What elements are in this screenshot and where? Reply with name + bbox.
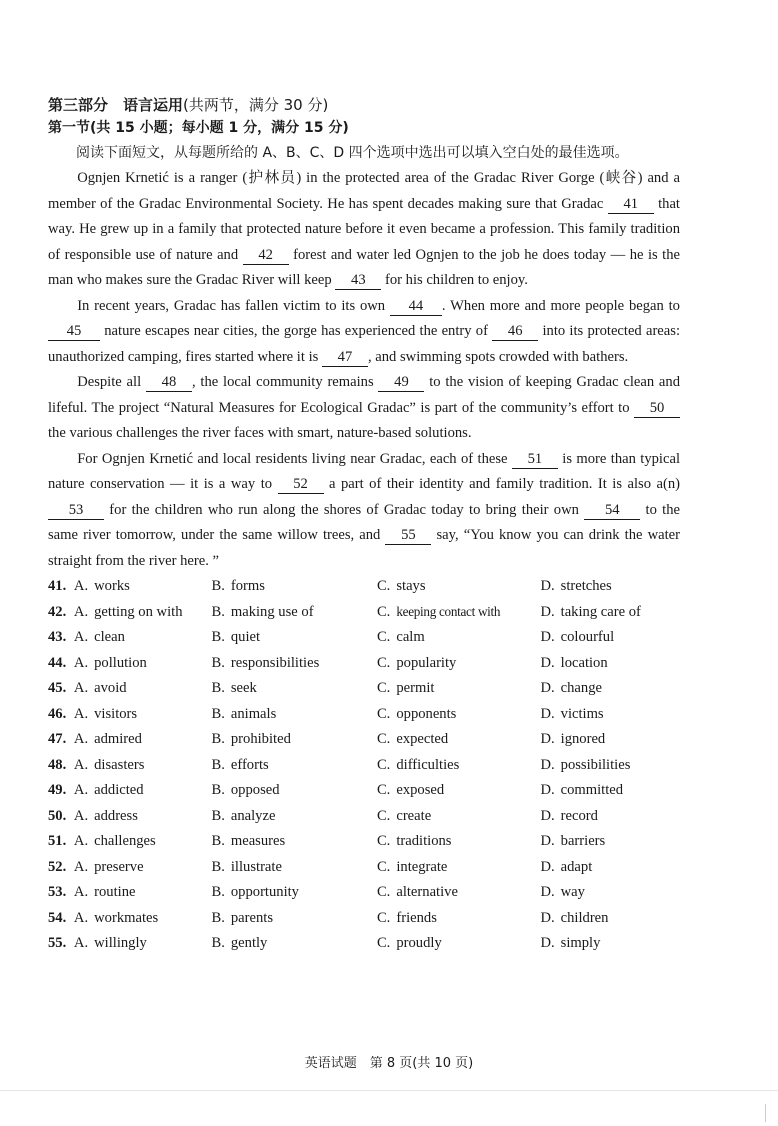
option-c [377, 578, 540, 595]
option-letter: D. [540, 629, 555, 646]
option-text: alternative [396, 884, 458, 901]
option-d [540, 578, 680, 595]
text-run: for the children who run along the shores of Gradac today to bring their own [104, 501, 585, 518]
passage-paragraph-4 [48, 447, 680, 575]
blank-47: 47 [322, 348, 368, 367]
option-letter: B. [211, 629, 225, 646]
option-text: victims [560, 705, 604, 722]
option-text: disasters [94, 756, 145, 773]
blank-52: 52 [278, 475, 324, 494]
question-row [48, 727, 680, 753]
option-letter: C. [376, 629, 391, 646]
option-letter: D. [540, 603, 555, 620]
option-c [377, 833, 540, 850]
option-text: making use of [230, 603, 314, 620]
option-letter: B. [211, 731, 225, 748]
text-run: to the vision of keeping Gradac clean and lifeful. The project “Natural Measures for Ecological Gradac” is part of the community’s effort to [48, 374, 680, 416]
option-text: adapt [560, 858, 593, 875]
option-letter: C. [376, 884, 391, 901]
option-b [211, 808, 376, 825]
option-b [211, 833, 376, 850]
option-letter: B. [211, 935, 225, 952]
option-letter: C. [376, 833, 391, 850]
option-d [540, 731, 680, 748]
option-c [377, 604, 540, 621]
option-a [74, 935, 212, 952]
option-text: children [560, 909, 609, 926]
text-run: that way. He grew up in a family that protected nature before it even became a profession. This family tradition of responsible use of nature and [48, 195, 680, 263]
question-number: 50. [48, 807, 67, 824]
option-d [540, 910, 680, 927]
option-text: record [560, 807, 598, 824]
option-text: colourful [560, 629, 615, 646]
blank-48: 48 [146, 373, 192, 392]
option-letter: C. [376, 578, 391, 595]
option-letter: D. [540, 807, 555, 824]
option-letter: B. [211, 603, 225, 620]
blank-43: 43 [335, 271, 381, 290]
option-c [377, 655, 540, 672]
question-row [48, 906, 680, 932]
option-d [540, 833, 680, 850]
text-run: , the local community remains [191, 374, 379, 390]
option-text: simply [560, 935, 601, 952]
passage-paragraph-2 [48, 294, 680, 371]
option-text: efforts [230, 756, 269, 773]
option-d [540, 859, 680, 876]
question-row [48, 753, 680, 779]
option-letter: A. [73, 858, 89, 875]
option-d [540, 706, 680, 723]
option-d [540, 680, 680, 697]
option-letter: D. [540, 756, 555, 773]
text-run: Despite all [77, 374, 146, 390]
option-text: opportunity [230, 884, 299, 901]
option-text: taking care of [560, 603, 641, 620]
question-number: 43. [48, 629, 67, 646]
question-number: 52. [48, 858, 67, 875]
option-letter: A. [73, 680, 89, 697]
option-c [377, 808, 540, 825]
option-letter: B. [211, 680, 225, 697]
option-b [211, 910, 376, 927]
option-b [211, 782, 376, 799]
part-title [48, 94, 680, 116]
option-letter: B. [211, 782, 225, 799]
text-run: In recent years, Gradac has fallen victim to its own [77, 297, 390, 314]
option-d [540, 935, 680, 952]
option-a [74, 833, 212, 850]
option-d [540, 782, 680, 799]
option-letter: C. [376, 731, 391, 748]
option-text: routine [94, 884, 136, 901]
blank-49: 49 [378, 373, 424, 392]
text-run: forest and water led Ognjen to the job he does today — he is the man who makes sure the Gradac River will keep [48, 246, 680, 288]
option-text: works [94, 578, 130, 595]
options-list [48, 574, 680, 957]
text-run: into its protected areas: unauthorized camping, fires started where it is [48, 323, 681, 365]
option-letter: A. [73, 807, 89, 824]
option-text: addicted [94, 782, 144, 799]
blank-46: 46 [492, 322, 538, 341]
option-text: quiet [230, 629, 261, 646]
option-text: gently [230, 935, 268, 952]
blank-53: 53 [48, 501, 104, 520]
option-text: measures [230, 833, 286, 850]
question-number: 49. [48, 782, 67, 799]
option-letter: A. [73, 909, 89, 926]
option-letter: D. [540, 909, 555, 926]
option-letter: C. [376, 807, 391, 824]
option-b [211, 757, 376, 774]
option-a [74, 782, 212, 799]
option-letter: D. [540, 884, 555, 901]
option-letter: B. [211, 705, 225, 722]
option-text: opposed [230, 782, 280, 799]
question-row [48, 931, 680, 957]
option-letter: B. [211, 756, 225, 773]
option-text: willingly [94, 935, 147, 952]
text-run: For Ognjen Krnetić and local residents living near Gradac, each of these [77, 450, 512, 467]
option-text: location [560, 654, 608, 671]
option-c [377, 884, 540, 901]
part-title-rest: (共两节，满分 30 分) [183, 96, 329, 114]
option-d [540, 604, 680, 621]
text-run: the various challenges the river faces with smart, nature-based solutions. [48, 425, 472, 441]
option-d [540, 655, 680, 672]
option-letter: D. [540, 935, 555, 952]
option-text: prohibited [230, 731, 291, 748]
option-letter: B. [211, 909, 225, 926]
option-letter: C. [376, 680, 391, 697]
question-number: 45. [48, 680, 67, 697]
question-number: 54. [48, 909, 67, 926]
option-text: preserve [94, 858, 144, 875]
option-text: permit [396, 680, 435, 697]
option-letter: A. [73, 782, 89, 799]
option-letter: C. [376, 782, 391, 799]
option-c [377, 935, 540, 952]
blank-41: 41 [608, 195, 654, 214]
blank-42: 42 [243, 246, 289, 265]
option-letter: C. [376, 935, 391, 952]
option-letter: B. [211, 858, 225, 875]
passage-paragraph-3 [48, 370, 680, 447]
option-a [74, 731, 212, 748]
option-c [377, 680, 540, 697]
option-text: calm [396, 629, 425, 646]
option-letter: C. [376, 654, 391, 671]
option-text: ignored [560, 731, 606, 748]
question-row [48, 676, 680, 702]
option-letter: A. [73, 705, 89, 722]
option-letter: A. [73, 756, 89, 773]
option-letter: A. [73, 833, 89, 850]
passage-paragraph-1 [48, 166, 680, 294]
option-text: seek [230, 680, 257, 697]
page-footer: 英语试题 第 8 页(共 10 页) [304, 1056, 474, 1071]
option-letter: D. [540, 731, 555, 748]
option-b [211, 731, 376, 748]
option-b [211, 884, 376, 901]
question-row [48, 600, 680, 626]
option-c [377, 757, 540, 774]
option-text: workmates [94, 909, 159, 926]
option-text: popularity [396, 654, 457, 671]
option-letter: B. [211, 578, 225, 595]
option-c [377, 731, 540, 748]
question-number: 46. [48, 705, 67, 722]
question-number: 47. [48, 731, 67, 748]
question-row [48, 829, 680, 855]
option-a [74, 757, 212, 774]
option-letter: D. [540, 833, 555, 850]
option-a [74, 706, 212, 723]
option-b [211, 655, 376, 672]
option-letter: A. [73, 884, 89, 901]
option-text: change [560, 680, 602, 697]
option-b [211, 629, 376, 646]
question-row [48, 778, 680, 804]
question-row [48, 804, 680, 830]
option-text: avoid [94, 680, 127, 697]
option-letter: B. [211, 807, 225, 824]
option-text: exposed [396, 782, 445, 799]
option-letter: A. [73, 603, 89, 620]
option-letter: D. [540, 858, 555, 875]
question-row [48, 651, 680, 677]
option-text: traditions [396, 833, 452, 850]
option-text: keeping contact with [396, 603, 501, 619]
option-letter: B. [211, 654, 225, 671]
option-b [211, 859, 376, 876]
question-number: 48. [48, 756, 67, 773]
option-text: friends [396, 909, 437, 926]
text-run: . When more and more people began to [441, 297, 680, 314]
question-row [48, 574, 680, 600]
option-letter: C. [376, 756, 391, 773]
option-text: proudly [396, 935, 442, 952]
option-letter: B. [211, 884, 225, 901]
option-text: integrate [396, 858, 448, 875]
blank-44: 44 [390, 297, 442, 316]
option-text: address [94, 807, 138, 824]
text-run: to the same river tomorrow, under the same willow trees, and [48, 501, 681, 543]
option-letter: B. [211, 833, 225, 850]
question-number: 44. [48, 654, 67, 671]
option-a [74, 655, 212, 672]
question-number: 53. [48, 884, 67, 901]
option-a [74, 910, 212, 927]
blank-54: 54 [584, 501, 640, 520]
question-row [48, 855, 680, 881]
question-number: 41. [48, 578, 67, 595]
section-title: 第一节(共 15 小题；每小题 1 分，满分 15 分) [48, 120, 349, 136]
text-run: is more than typical nature conservation — it is a way to [48, 450, 680, 492]
text-run: , and swimming spots crowded with bathers. [367, 348, 629, 365]
text-run: nature escapes near cities, the gorge has experienced the entry of [100, 323, 493, 339]
option-a [74, 859, 212, 876]
option-text: barriers [560, 833, 606, 850]
option-text: clean [94, 629, 125, 646]
question-number: 51. [48, 833, 67, 850]
option-text: possibilities [560, 756, 631, 773]
option-text: challenges [94, 833, 156, 850]
instruction: 阅读下面短文，从每题所给的 A、B、C、D 四个选项中选出可以填入空白处的最佳选项。 [76, 145, 629, 161]
option-text: difficulties [396, 756, 460, 773]
question-row [48, 880, 680, 906]
option-letter: A. [73, 731, 89, 748]
option-text: pollution [94, 654, 147, 671]
blank-55: 55 [385, 526, 431, 545]
option-text: opponents [396, 705, 457, 722]
question-number: 42. [48, 603, 67, 620]
exam-page [48, 94, 680, 957]
blank-51: 51 [512, 450, 558, 469]
text-run: a part of their identity and family tradition. It is also a(n) [323, 476, 680, 492]
option-a [74, 884, 212, 901]
option-text: illustrate [230, 858, 282, 875]
option-letter: C. [376, 858, 391, 875]
option-letter: D. [540, 680, 555, 697]
option-text: admired [94, 731, 142, 748]
option-text: animals [230, 705, 277, 722]
option-letter: D. [540, 782, 555, 799]
option-letter: A. [73, 654, 89, 671]
option-text: way [560, 884, 585, 901]
option-letter: C. [376, 705, 391, 722]
option-c [377, 910, 540, 927]
option-d [540, 629, 680, 646]
text-run: Ognjen Krnetić is a ranger (护林员) in the protected area of the Gradac River Gorge (峡谷) and a member of the Gradac Environmental Society. He has spent decades making sure that Gradac [48, 170, 680, 212]
option-text: stretches [560, 578, 612, 595]
option-letter: C. [376, 909, 391, 926]
option-a [74, 808, 212, 825]
option-c [377, 859, 540, 876]
blank-50: 50 [634, 399, 680, 418]
option-c [377, 782, 540, 799]
option-letter: D. [540, 705, 555, 722]
option-letter: D. [540, 578, 555, 595]
option-b [211, 604, 376, 621]
option-text: responsibilities [230, 654, 320, 671]
option-d [540, 808, 680, 825]
option-text: getting on with [94, 603, 183, 620]
option-c [377, 706, 540, 723]
scan-mark [765, 1104, 766, 1122]
option-text: committed [560, 782, 624, 799]
option-b [211, 680, 376, 697]
option-text: stays [396, 578, 426, 595]
option-c [377, 629, 540, 646]
option-letter: A. [73, 629, 89, 646]
option-a [74, 578, 212, 595]
option-text: forms [230, 578, 265, 595]
option-text: analyze [230, 807, 276, 824]
option-a [74, 604, 212, 621]
option-b [211, 706, 376, 723]
option-letter: A. [73, 935, 89, 952]
text-run: for his children to enjoy. [381, 272, 528, 288]
option-letter: A. [73, 578, 89, 595]
option-text: expected [396, 731, 449, 748]
option-b [211, 935, 376, 952]
option-b [211, 578, 376, 595]
option-letter: D. [540, 654, 555, 671]
part-title-bold: 第三部分 语言运用 [48, 96, 184, 114]
option-text: create [396, 807, 432, 824]
question-number: 55. [48, 935, 67, 952]
scan-edge-line [0, 1090, 778, 1091]
question-row [48, 702, 680, 728]
question-row [48, 625, 680, 651]
option-d [540, 757, 680, 774]
option-d [540, 884, 680, 901]
option-text: visitors [94, 705, 138, 722]
option-letter: C. [376, 603, 391, 620]
blank-45: 45 [48, 322, 100, 341]
text-run: say, “You know you can drink the water straight from the river here. ” [48, 527, 680, 569]
option-a [74, 680, 212, 697]
option-a [74, 629, 212, 646]
option-text: parents [230, 909, 274, 926]
